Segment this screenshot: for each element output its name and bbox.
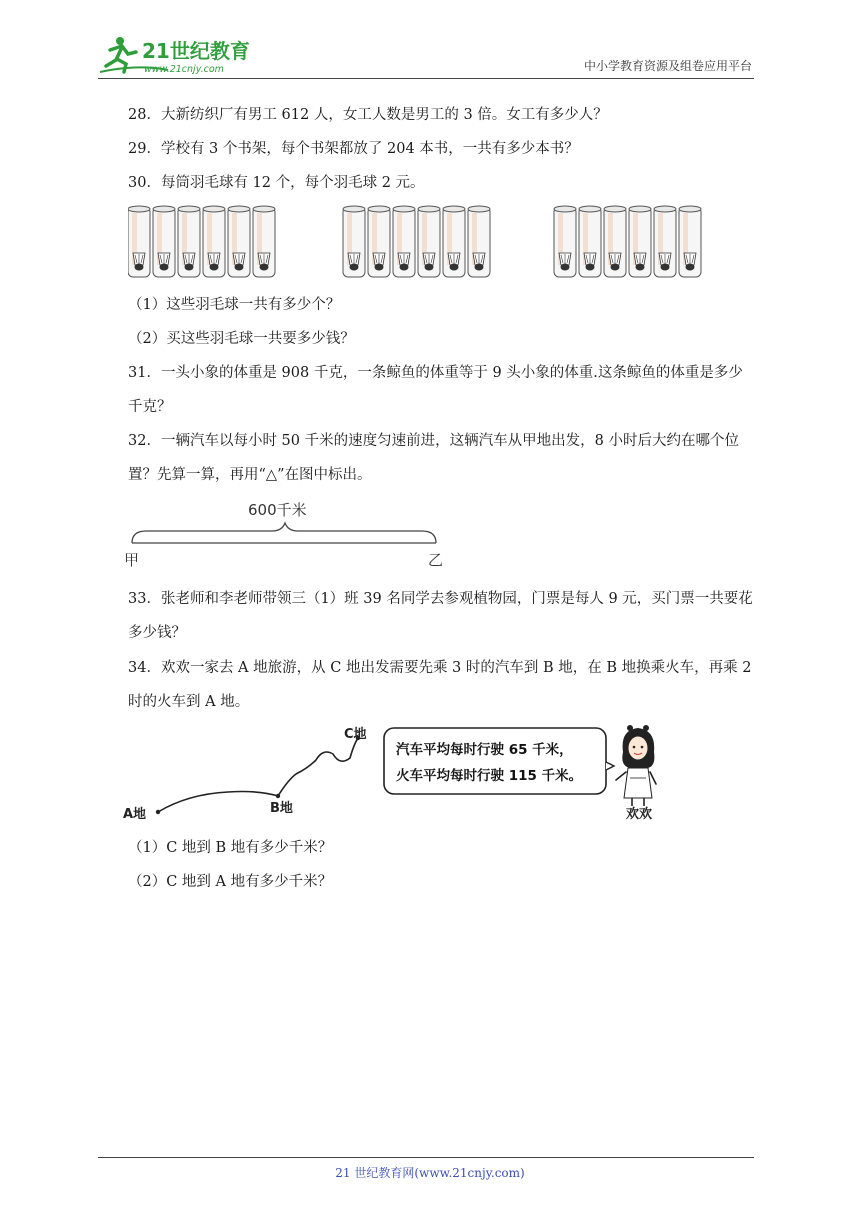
question-30-part-1: （1）这些羽毛球一共有多少个？	[128, 297, 341, 313]
question-34-line-1: 34．欢欢一家去 A 地旅游，从 C 地出发需要先乘 3 时的汽车到 B 地，在 B 地换乘火车，再乘 2	[128, 660, 752, 676]
speech-line-1: 汽车平均每时行驶 65 千米，	[396, 742, 573, 758]
question-29: 29．学校有 3 个书架，每个书架都放了 204 本书，一共有多少本书？	[128, 141, 579, 157]
distance-figure	[122, 495, 452, 573]
question-28: 28．大新纺织厂有男工 612 人，女工人数是男工的 3 倍。女工有多少人？	[128, 107, 608, 123]
speech-bubble	[384, 728, 614, 794]
platform-title: 中小学教育资源及组卷应用平台	[583, 59, 752, 73]
footer-divider	[98, 1157, 754, 1158]
logo-21cnjy	[98, 34, 268, 76]
question-33-line-2: 多少钱？	[128, 625, 186, 641]
distance-label: 600千米	[248, 501, 307, 519]
tube-group-2	[343, 206, 490, 277]
page-footer: 21 世纪教育网(www.21cnjy.com)	[335, 1166, 525, 1180]
question-34-part-2: （2）C 地到 A 地有多少千米？	[128, 874, 333, 890]
question-33-line-1: 33．张老师和李老师带领三（1）班 39 名同学去参观植物园，门票是每人 9 元，买门票一共要花	[128, 591, 753, 607]
logo-main-text: 21世纪教育	[142, 39, 250, 63]
girl-character-icon	[616, 725, 656, 806]
shuttlecock-tubes-figure	[128, 205, 708, 283]
character-name: 欢欢	[626, 807, 653, 822]
start-point-label: 甲	[124, 551, 140, 569]
point-c-label: C地	[344, 727, 367, 742]
point-a-dot	[156, 810, 160, 814]
point-b-dot	[276, 794, 280, 798]
question-31-line-1: 31．一头小象的体重是 908 千克，一条鲸鱼的体重等于 9 头小象的体重.这条鲸鱼的体重是多少	[128, 365, 743, 381]
end-point-label: 乙	[428, 551, 444, 569]
route-path	[158, 738, 358, 812]
tube-group-3	[554, 206, 701, 277]
question-30-part-2: （2）买这些羽毛球一共要多少钱？	[128, 331, 355, 347]
question-32-line-2: 置？先算一算，再用“△”在图中标出。	[128, 467, 372, 483]
question-30: 30．每筒羽毛球有 12 个，每个羽毛球 2 元。	[128, 175, 425, 191]
tube-group-1	[128, 206, 275, 277]
point-a-label: A地	[123, 807, 147, 822]
speech-line-2: 火车平均每时行驶 115 千米。	[396, 768, 583, 784]
point-b-label: B地	[270, 801, 293, 816]
question-34-line-2: 时的火车到 A 地。	[128, 694, 250, 710]
question-31-line-2: 千克？	[128, 399, 172, 415]
distance-brace	[132, 523, 436, 543]
page-header	[98, 30, 754, 79]
route-figure	[118, 722, 668, 824]
logo-url-text: www.21cnjy.com	[144, 64, 224, 75]
question-32-line-1: 32．一辆汽车以每小时 50 千米的速度匀速前进，这辆汽车从甲地出发，8 小时后大约在哪个位	[128, 433, 739, 449]
question-34-part-1: （1）C 地到 B 地有多少千米？	[128, 840, 333, 856]
